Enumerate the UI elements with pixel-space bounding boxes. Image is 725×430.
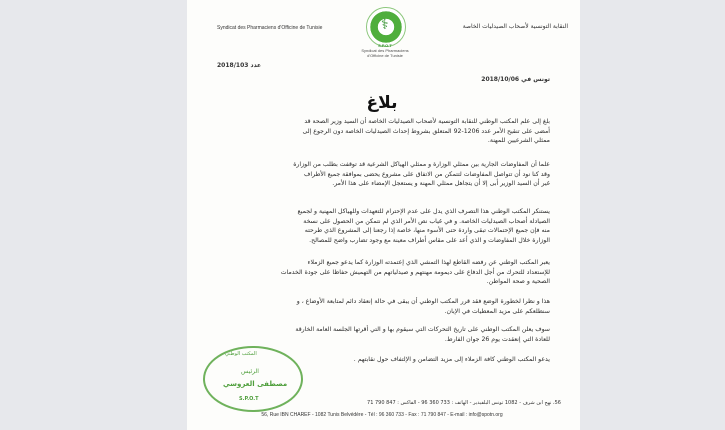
paragraph-line: سنطلعكم على مزيد المعطيات في الإبان.: [444, 307, 550, 315]
paragraph-1: [210, 117, 550, 146]
footer-address-ar: 56، نهج ابن شرف - 1082 تونس البلفيدير - الهاتف : 733 360 96 - الفاكس : 847 790 71: [367, 400, 561, 406]
paragraph-line: وقد كنا نود أن تتواصل المفاوضات لتتمكن من الاتفاق على مشروع يحضى بموافقة جميع الأطراف: [303, 170, 550, 178]
backdrop-left: [0, 0, 187, 430]
paragraph-6: [210, 325, 550, 344]
paragraph-line: الوزارة خلال المفاوضات و الذي أعد على مقاس أطراف معينة مع وجود تضارب واضح للمصالح.: [309, 236, 550, 244]
document-page: [187, 0, 580, 430]
paragraph-line: ممثلي الشرعيين للمهنة.: [487, 137, 550, 144]
signatory-role: الرئيس: [241, 368, 259, 375]
caduceus-icon: ⚕: [381, 17, 389, 33]
paragraph-line: يستنكر المكتب الوطني هذا التصرف الذي يدل على عدم الإحترام للتعهدات وللهياكل المهنية و لجميع: [297, 208, 550, 215]
logo-abbr: S.P.O.T: [378, 43, 392, 48]
paragraph-line: للعادة التي إنعقدت يوم 26 جوان الفارط.: [444, 335, 550, 343]
paragraph-line: يدعو المكتب الوطني كافة الزملاء إلى مزيد التضامن و الإلتفاف حول نقابتهم .: [353, 356, 550, 363]
logo-caption: [350, 43, 420, 58]
stamp-top-text: المكتب الوطني: [225, 351, 257, 357]
footer-address-fr: 56, Rue IBN CHAREF - 1082 Tunis Belvédère - Tél : 96 360 733 - Fax : 71 790 847 - E-mail : info@spotn.org: [261, 412, 503, 418]
stamp-bottom-text: S.P.O.T: [239, 396, 259, 402]
paragraph-line: أمضى على تنقيح الأمر عدد 1206-92 المتعلق بشروط إحداث الصيدليات الخاصة دون الرجوع إلى: [302, 127, 550, 135]
paragraph-4: [210, 258, 550, 287]
paragraph-line: يعبر المكتب الوطني عن رفضه القاطع لهذا التمشي الذي إعتمدته الوزارة كما يدعو جميع الزملاء: [307, 259, 550, 266]
signatory-name: مصطفى العروسي: [223, 380, 288, 388]
paragraph-line: علما أن المفاوضات الجارية بين ممثلي الوزارة و ممثلي الهياكل الشرعية قد توقفت بطلب من الوزارة: [293, 161, 550, 168]
paragraph-2: [210, 160, 550, 189]
document-title: بلاغ: [366, 93, 398, 113]
header-name-fr: Syndicat des Pharmaciens d'Officine de Tunisie: [217, 25, 323, 31]
paragraph-3: [210, 207, 550, 245]
paragraph-line: بلغ إلى علم المكتب الوطني للنقابة التونسية لأصحاب الصيدليات الخاصة أن السيد وزير الصحة قد: [304, 118, 550, 125]
paragraph-line: غير أن السيد الوزير أبى إلا أن يتجاهل ممثلي المهنة و يستعجل الإمضاء على هذا الأمر.: [332, 180, 550, 187]
paragraph-line: هذا و نظرا لخطورة الوضع فقد قرر المكتب الوطني أن يبقى في حالة إنعقاد دائم لمتابعة الأوضاع ، و: [296, 298, 550, 305]
paragraph-line: الصحية و صحة المواطن.: [486, 278, 550, 285]
logo-caption-line-2: d'Officine de Tunisie: [367, 53, 403, 58]
paragraph-line: منه فإن جميع الإحتمالات تبقى واردة حتى الأسوء منها، خاصة إذا رجعنا إلى المشروع الذي طرحته: [304, 227, 550, 234]
paragraph-line: الصيادلة أصحاب الصيدليات الخاصة. و في غياب نص الأمر الذي لم نتمكن من الحصول على نسخة: [303, 217, 550, 225]
paragraph-line: للإستعداد للتحرك من أجل الدفاع على ديمومة مهنتهم و صيدلياتهم من التهميش حفاظا على جودة الخدمات: [280, 268, 550, 276]
paragraph-5: [210, 297, 550, 316]
paragraph-line: سوف يعلن المكتب الوطني على تاريخ التحركات التي سيقوم بها و التي أقرتها الجلسة العامة الخارقة: [295, 326, 550, 333]
header-name-ar: النقابة التونسية لأصحاب الصيدليات الخاصة: [462, 23, 568, 30]
reference-number: عدد 2018/103: [217, 62, 262, 69]
backdrop-right: [580, 0, 725, 430]
logo-caption-line-1: Syndicat des Pharmaciens: [361, 48, 409, 53]
syndicate-logo: [366, 7, 406, 47]
document-date: تونس في 2018/10/06: [481, 76, 550, 83]
